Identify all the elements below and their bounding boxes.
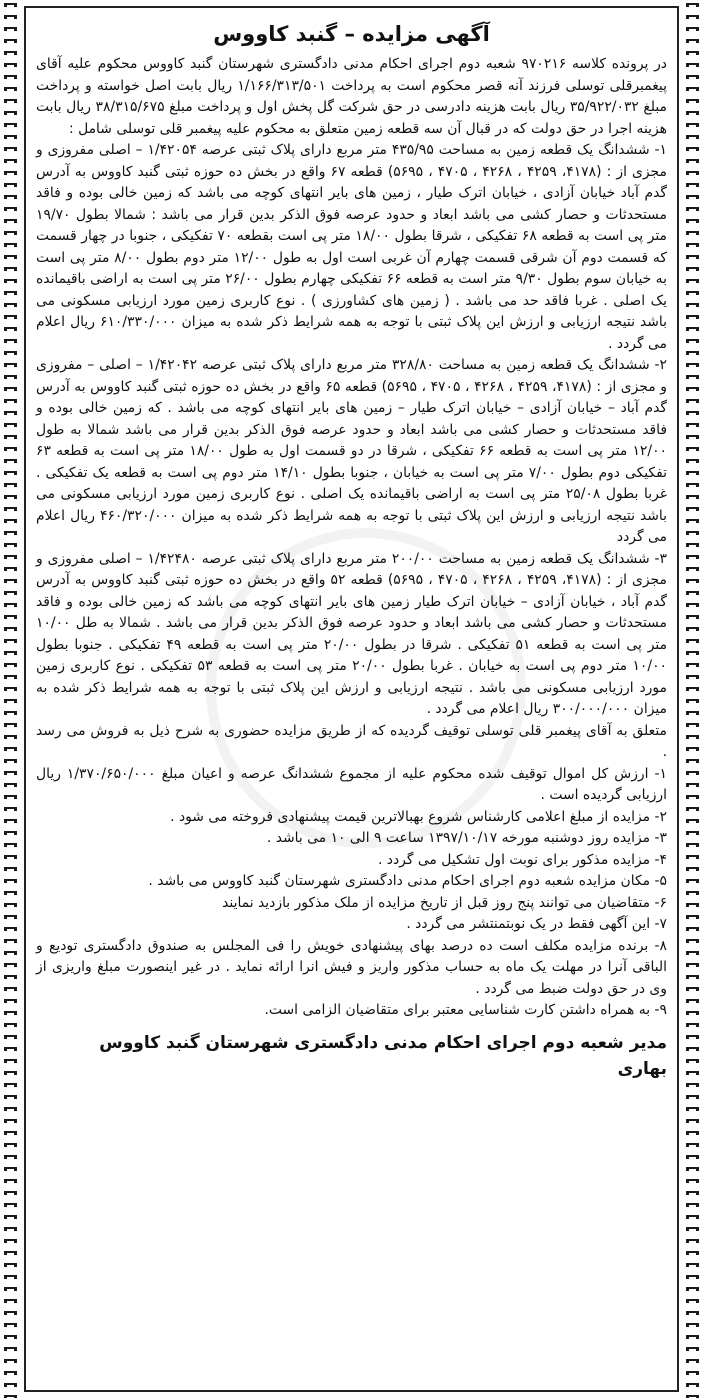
left-chain-border	[4, 0, 17, 1398]
condition-5: ۵- مکان مزایده شعبه دوم اجرای احکام مدنی دادگستری شهرستان گنبد کاووس می باشد .	[148, 873, 667, 889]
condition-2: ۲- مزایده از مبلغ اعلامی کارشناس شروع بهبالاترین قیمت پیشنهادی فروخته می شود .	[170, 808, 667, 825]
condition-4: ۴- مزایده مذکور برای نوبت اول تشکیل می گردد .	[377, 851, 667, 868]
intro-paragraph: در پرونده کلاسه ۹۷۰۲۱۶ شعبه دوم اجرای احکام مدنی دادگستری شهرستان گنبد کاووس محکوم علیه آقای پیغمبرقلی توسلی فرزند آنه قصر محکوم است به پرداخت ۱/۱۶۶/۳۱۳/۵۰۱ ریال بابت اصل خواسته و پرداخت مبلغ ۳۵/۹۲۲/۰۳۲ ریال بابت هزینه دادرسی در حق شرکت گل پخش اول و پرداخت مبلغ ۳۸/۳۱۵/۶۷۵ ریال بابت هزینه اجرا در حق دولت که در قبال آن سه قطعه زمین متعلق به محکوم علیه پیغمبر قلی توسلی شامل :	[36, 56, 667, 137]
seizure-paragraph: متعلق به آقای پیغمبر قلی توسلی توقیف گردیده که از طریق مزایده حضوری به شرح ذیل به فروش می رسد .	[36, 722, 667, 760]
notice-title: آگهی مزایده – گنبد کاووس	[213, 22, 490, 46]
condition-9: ۹- به همراه داشتن کارت شناسایی معتبر برای متقاضیان الزامی است.	[264, 1002, 667, 1018]
condition-6: ۶- متقاضیان می توانند پنج روز قبل از تاریخ مزایده از ملک مذکور بازدید نمایند	[222, 894, 667, 911]
condition-7: ۷- این آگهی فقط در یک نوبتمنتشر می گردد .	[406, 916, 667, 932]
signature-block	[36, 1030, 667, 1082]
condition-8: ۸- برنده مزایده مکلف است ده درصد بهای پیشنهادی خویش را فی المجلس به صندوق دادگستری تودیع و الباقی آنرا در مهلت یک ماه به حساب مذکور واریز و فیش انرا ارائه نماید . در غیر اینصورت مبلغ واریزی از وی در حق دولت ضبط می گردد .	[36, 937, 667, 997]
condition-1: ۱- ارزش کل اموال توقیف شده محکوم علیه از مجموع ششدانگ عرصه و اعیان مبلغ ۱/۳۷۰/۶۵۰/۰۰۰ ریال ارزیابی گردیده است .	[36, 765, 667, 803]
property-2-paragraph: ۲- ششدانگ یک قطعه زمین به مساحت ۳۲۸/۸۰ متر مربع دارای پلاک ثبتی عرصه ۱/۴۲۰۴۲ – اصلی – مفروزی و مجزی از : (۴۱۷۸، ۴۲۵۹ ، ۴۲۶۸ ، ۴۷۰۵ ، ۵۶۹۵) قطعه ۶۵ واقع در بخش ده حوزه ثبتی گنبد کاووس به آدرس گدم آباد – خیابان آزادی – خیابان اترک طیار – زمین های بایر انتهای کوچه می باشد . که زمین خالی بوده و فاقد مستحدثات و حصار کشی می باشد ابعاد و حدود عرصه فوق الذکر بدین قرار می باشد شمالا به طول ۱۲/۰۰ متر پی است به قطعه ۶۶ تفکیکی ، شرقا در دو قسمت اول به طول ۱۸/۰۰ متر پی است به قطعه ۶۳ تفکیکی دوم بطول ۷/۰۰ متر پی است به خیابان ، جنوبا بطول ۱۴/۱۰ متر دوم پی است به قطعه یک تفکیکی . غربا بطول ۲۵/۰۸ متر پی است به اراضی باقیمانده یک اصلی . نوع کاربری زمین مورد ارزیابی مسکونی می باشد نتیجه ارزیابی و ارزش این پلاک ثبتی با توجه به همه شرایط ذکر شده به میزان ۴۶۰/۳۲۰/۰۰۰ ریال اعلام می گردد	[36, 357, 668, 545]
signer-name: بهاری	[617, 1058, 667, 1079]
right-chain-border	[686, 0, 699, 1398]
signer-title: مدیر شعبه دوم اجرای احکام مدنی دادگستری شهرستان گنبد کاووس	[99, 1032, 667, 1053]
property-3-paragraph: ۳- ششدانگ یک قطعه زمین به مساحت ۲۰۰/۰۰ متر مربع دارای پلاک ثبتی عرصه ۱/۴۲۴۸۰ – اصلی مفروزی و مجزی از : (۴۱۷۸، ۴۲۵۹ ، ۴۲۶۸ ، ۴۷۰۵ ، ۵۶۹۵) قطعه ۵۲ واقع در بخش ده حوزه ثبتی گنبد کاووس به آدرس گدم آباد ، خیابان آزادی – خیابان اترک طیار زمین های بایر انتهای کوچه می باشد که زمین خالی بوده و فاقد مستحدثات و حصار کشی می باشد ابعاد و حدود عرصه فوق الذکر بدین قرار می باشد . شمالا به طل ۱۰/۰۰ متر پی است به قطعه ۵۱ تفکیکی . شرقا در بطول ۲۰/۰۰ متر پی است به قطعه ۴۹ تفکیکی . جنوبا بطول ۱۰/۰۰ متر دوم پی است به خیابان . غربا بطول ۲۰/۰۰ متر پی است به قطعه ۵۳ تفکیکی . نوع کاربری زمین مورد ارزیابی مسکونی می باشد . نتیجه ارزیابی و ارزش این پلاک ثبتی با توجه به همه شرایط ذکر شده به میزان ۳۰۰/۰۰۰/۰۰۰ ریال اعلام می گردد .	[36, 550, 668, 717]
condition-3: ۳- مزایده روز دوشنبه مورخه ۱۳۹۷/۱۰/۱۷ ساعت ۹ الی ۱۰ می باشد .	[266, 830, 667, 846]
notice-frame	[24, 6, 679, 1392]
property-1-paragraph: ۱- ششدانگ یک قطعه زمین به مساحت ۴۳۵/۹۵ متر مربع دارای پلاک ثبتی عرصه ۱/۴۲۰۵۴ – اصلی مفروزی و مجزی از : (۴۱۷۸، ۴۲۵۹ ، ۴۲۶۸ ، ۴۷۰۵ ، ۵۶۹۵) قطعه ۶۷ واقع در بخش ده حوزه ثبتی گنبد کاووس به آدرس گدم آباد خیابان آزادی ، خیابان اترک طیار ، زمین های بایر انتهای کوچه می باشد که زمین خالی بوده و فاقد مستحدثات و حصار کشی می باشد ابعاد و حدود عرصه فوق الذکر بدین قرار می باشد : شمالا بطول ۱۹/۷۰ متر پی است به قطعه ۶۸ تفکیکی ، شرقا بطول ۱۸/۰۰ متر پی است بقطعه ۷۰ تفکیکی ، جنوبا در چهار قسمت که قسمت دوم آن شرقی قسمت چهارم آن غربی است اول به طول ۱۲/۰۰ متر دوم بطول ۸/۰۰ متر پی است به خیابان سوم بطول ۹/۳۰ متر است به قطعه ۶۶ تفکیکی چهارم بطول ۲۶/۰۰ متر پی است به اراضی باقیمانده یک اصلی . غربا فاقد حد می باشد . ( زمین های کشاورزی ) . نوع کاربری زمین مورد ارزیابی مسکونی می باشد نتیجه ارزیابی و ارزش این پلاک ثبتی با توجه به همه شرایط ذکر شده به میزان ۶۱۰/۳۳۰/۰۰۰ ریال اعلام می گردد .	[36, 142, 667, 352]
